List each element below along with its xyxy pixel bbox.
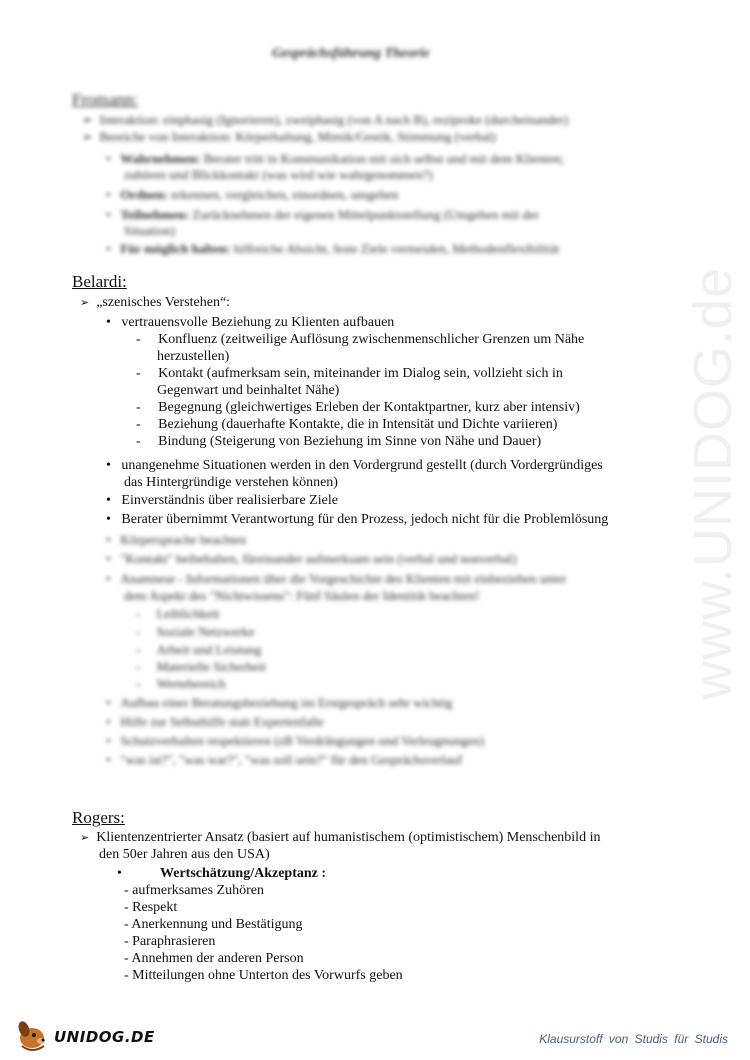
fromann-heading: Fromann: [72,90,139,109]
blurred-bullet-1: • Körpersprache beachten [106,532,247,547]
fromann-item-1: ➢ Interaktion: einphasig (Ignorieren), zweiphasig (von A nach B), reziproke (durcheinander) [82,112,569,127]
belardi-dash-4: - Beziehung (dauerhafte Kontakte, die in Intensität und Dichte variieren) [136,417,558,432]
fromann-item-2: ➢ Bereiche von Interaktion: Körperhaltung, Mimik/Gestik, Stimmung (verbal) [82,129,496,144]
round-bullet-icon: • [117,866,122,881]
rogers-item-6: - Mitteilungen ohne Unterton des Vorwurfs geben [124,968,403,983]
blurred-dash-1: - Leiblichkeit [136,606,220,621]
belardi-bullet-2: • unangenehme Situationen werden in den Vordergrund gestellt (durch Vordergründiges [106,458,603,473]
round-bullet-icon: • [106,493,111,508]
arrow-bullet-icon: ➢ [80,832,90,844]
blurred-dash-4: - Materielle Sicherheit [136,659,266,674]
rogers-item-2: - Respekt [124,900,178,915]
round-bullet-icon: • [106,458,111,473]
belardi-arrow-item: ➢ „szenisches Verstehen“: [80,295,231,310]
belardi-dash-2: - Kontakt (aufmerksam sein, miteinander im Dialog sein, vollzieht sich in [136,366,563,381]
fromann-bullet-3-cont: Situation) [124,223,176,238]
rogers-item-5: - Annehmen der anderen Person [124,951,304,966]
unidog-logo[interactable] [14,1016,154,1054]
belardi-bullet-4: • Berater übernimmt Verantwortung für den Prozess, jedoch nicht für die Problemlösung [106,512,609,527]
blurred-dash-2: - Soziale Netzwerke [136,624,255,639]
rogers-arrow-item: ➢ Klientenzentrierter Ansatz (basiert auf humanistischem (optimistischem) Menschenbild in [80,830,601,845]
watermark: www.UNIDOG.de [683,266,743,700]
blurred-bullet-2: • "Kontakt" beibehalten, füreinander aufmerksam sein (verbal und nonverbal) [106,551,517,566]
belardi-dash-1: - Konfluenz (zeitweilige Auflösung zwischenmenschlicher Grenzen um Nähe [136,332,585,347]
blurred-bullet-4: • Aufbau einer Beratungsbeziehung im Erstgespräch sehr wichtig [106,695,453,710]
dog-logo-icon [14,1016,58,1054]
rogers-item-3: - Anerkennung und Bestätigung [124,917,303,932]
rogers-heading: Rogers: [72,808,125,827]
fromann-bullet-1: • Wahrnehmen: Berater tritt in Kommunikation mit sich selbst und mit dem Klienten; [106,151,565,166]
belardi-bullet-1: • vertrauensvolle Beziehung zu Klienten aufbauen [106,315,395,330]
belardi-dash-2-cont: Gegenwart und beinhaltet Nähe) [157,383,340,398]
rogers-arrow-item-cont: den 50er Jahren aus den USA) [99,847,270,862]
blurred-dash-3: - Arbeit und Leistung [136,642,262,657]
footer-tagline: Klausurstoff von Studis für Studis [539,1032,728,1046]
belardi-bullet-2-cont: das Hintergründige verstehen können) [124,475,338,490]
page-title: Gesprächsführung Theorie [272,46,430,61]
blurred-dash-5: - Wertebereich [136,676,226,691]
rogers-sub-bullet [117,865,122,882]
blurred-bullet-3: • Anamnese - Informationen über die Vorgeschichte des Klienten mit einbeziehen unter [106,571,567,586]
belardi-dash-3: - Begegnung (gleichwertiges Erleben der Kontaktpartner, kurz aber intensiv) [136,400,580,415]
belardi-bullet-3: • Einverständnis über realisierbare Ziele [106,493,338,508]
fromann-bullet-1-cont: zuhören und Blickkontakt (was wird wie wahrgenommen?) [124,167,433,182]
blurred-bullet-5: • Hilfe zur Selbsthilfe statt Expertenfalle [106,714,324,729]
belardi-dash-5: - Bindung (Steigerung von Beziehung im Sinne von Nähe und Dauer) [136,434,542,449]
rogers-sub-heading: Wertschätzung/Akzeptanz : [160,866,327,881]
blurred-bullet-6: • Schutzverhalten respektieren (zB Verdrängungen und Verleugnungen) [106,733,485,748]
arrow-bullet-icon: ➢ [80,297,90,309]
fromann-bullet-2: • Ordnen: erkennen, vergleichen, einordnen, umgehen [106,187,399,202]
belardi-heading: Belardi: [72,272,127,291]
blurred-bullet-7: • "was ist?", "was war?", "was soll sein?" für den Gesprächsverlauf [106,752,463,767]
logo-text: UNIDOG.DE [54,1028,155,1046]
blurred-bullet-3-cont: dem Aspekt des "Nichtwissens": Fünf Säulen der Identität beachten! [124,588,480,603]
belardi-dash-1-cont: herzustellen) [157,349,230,364]
round-bullet-icon: • [106,315,111,330]
fromann-bullet-4: • Für möglich halten: hilfreiche Absicht, feste Ziele vermeiden, Methodenflexibilität [106,241,560,256]
rogers-item-1: - aufmerksames Zuhören [124,883,264,898]
fromann-bullet-3: • Teilnehmen: Zurücknehmen der eigenen Mittelpunktstellung (Umgehen mit der [106,207,539,222]
rogers-item-4: - Paraphrasieren [124,934,216,949]
round-bullet-icon: • [106,512,111,527]
